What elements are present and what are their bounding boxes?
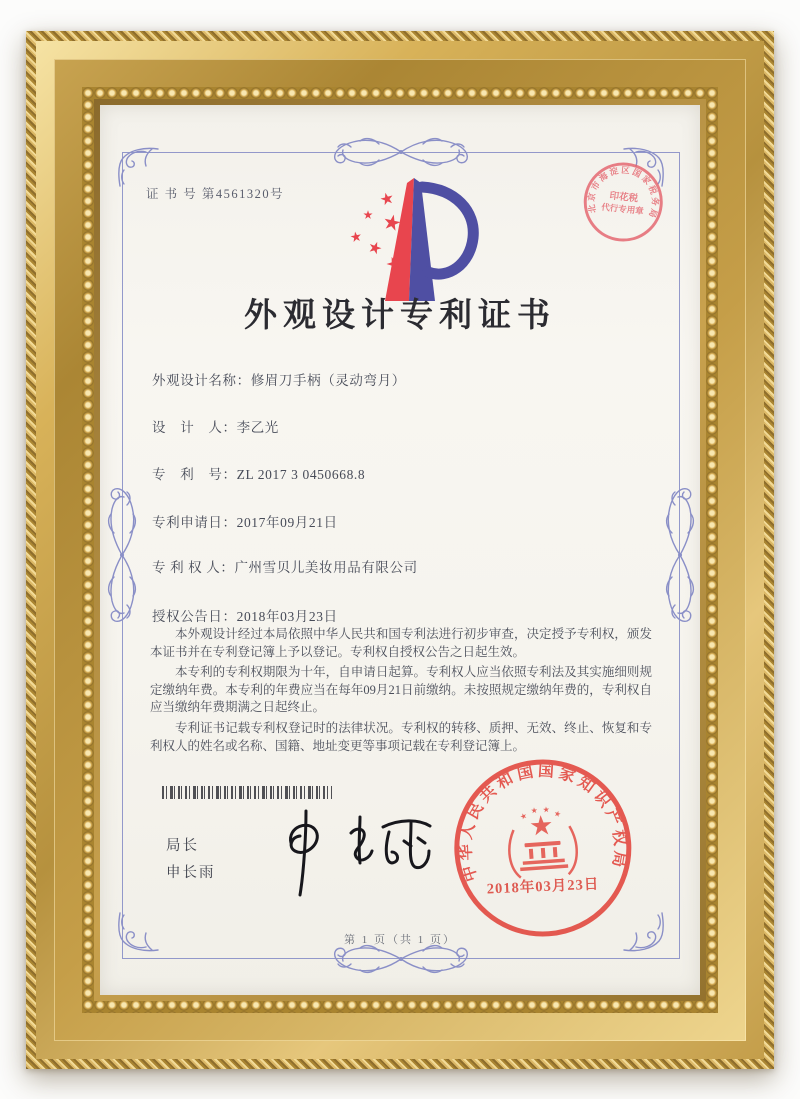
border-ornament-top-icon [321,135,481,169]
cert-number: 证 书 号 第4561320号 [146,187,285,201]
frame-gold-band-outer [36,41,764,1059]
border-ornament-left-icon [105,475,139,635]
field-label: 专利申请日： [152,515,237,530]
field-value: 修眉刀手柄（灵动弯月） [250,373,406,388]
certificate-paper [100,105,700,995]
certificate-title: 外观设计专利证书 [244,298,556,334]
border-ornament-bottom-icon [321,942,481,976]
field-application-date [152,511,338,531]
national-emblem-icon [506,805,578,879]
stamp-duty-seal-icon [577,156,670,253]
field-label: 设 计 人： [152,420,237,435]
field-patentee [152,556,418,576]
official-seal-ring-text: 中华人民共和国国家知识产权局 [457,762,629,884]
field-value: ZL 2017 3 0450668.8 [236,467,366,482]
field-design-name [152,369,406,389]
field-value: 2018年03月23日 [236,609,338,624]
stamp-duty-center-line1: 印花税 [608,191,639,205]
stamp-duty-center-line2: 代行专用章 [600,201,645,217]
barcode-icon [162,786,332,799]
field-label: 授权公告日： [152,609,237,624]
official-seal-icon [446,751,641,950]
seal-date-stamp: 2018年03月23日 [486,876,600,898]
border-ornament-right-icon [663,475,697,635]
body-paragraph: 专利证书记载专利权登记时的法律状况。专利权的转移、质押、无效、终止、恢复和专利权人的姓名或名称、国籍、地址变更等事项记载在专利登记簿上。 [150,720,652,753]
field-grant-date [152,605,338,625]
handwritten-signature-icon [265,803,440,913]
picture-frame [26,31,774,1069]
field-value: 2017年09月21日 [236,515,338,530]
signer-name: 申长雨 [166,865,216,881]
page-footer: 第 1 页（共 1 页） [344,934,456,946]
body-paragraph: 本外观设计经过本局依照中华人民共和国专利法进行初步审查，决定授予专利权，颁发本证书并在专利登记簿上予以登记。专利权自授权公告之日起生效。 [150,627,652,659]
stamp-duty-ring-text: 北京市海淀区国家税务局 [585,164,661,222]
field-value: 李乙光 [236,420,279,435]
frame-inner-lip [94,99,706,1001]
frame-gold-band-face [54,59,746,1041]
field-value: 广州雪贝儿美妆用品有限公司 [234,560,418,575]
frame-beaded-edge [82,87,718,1013]
field-patent-number [152,463,365,483]
body-paragraph: 本专利的专利权期限为十年，自申请日起算。专利权人应当依照专利法及其实施细则规定缴纳年费。本专利的年费应当在每年09月21日前缴纳。未按照规定缴纳年费的，专利权自应当缴纳年费期满之日起终止。 [150,665,652,715]
signer-title: 局长 [166,838,199,854]
field-label: 外观设计名称： [152,373,251,388]
body-text [150,626,652,758]
field-label: 专 利 号： [152,467,237,482]
field-designer [152,416,279,436]
field-label: 专 利 权 人： [152,560,235,575]
